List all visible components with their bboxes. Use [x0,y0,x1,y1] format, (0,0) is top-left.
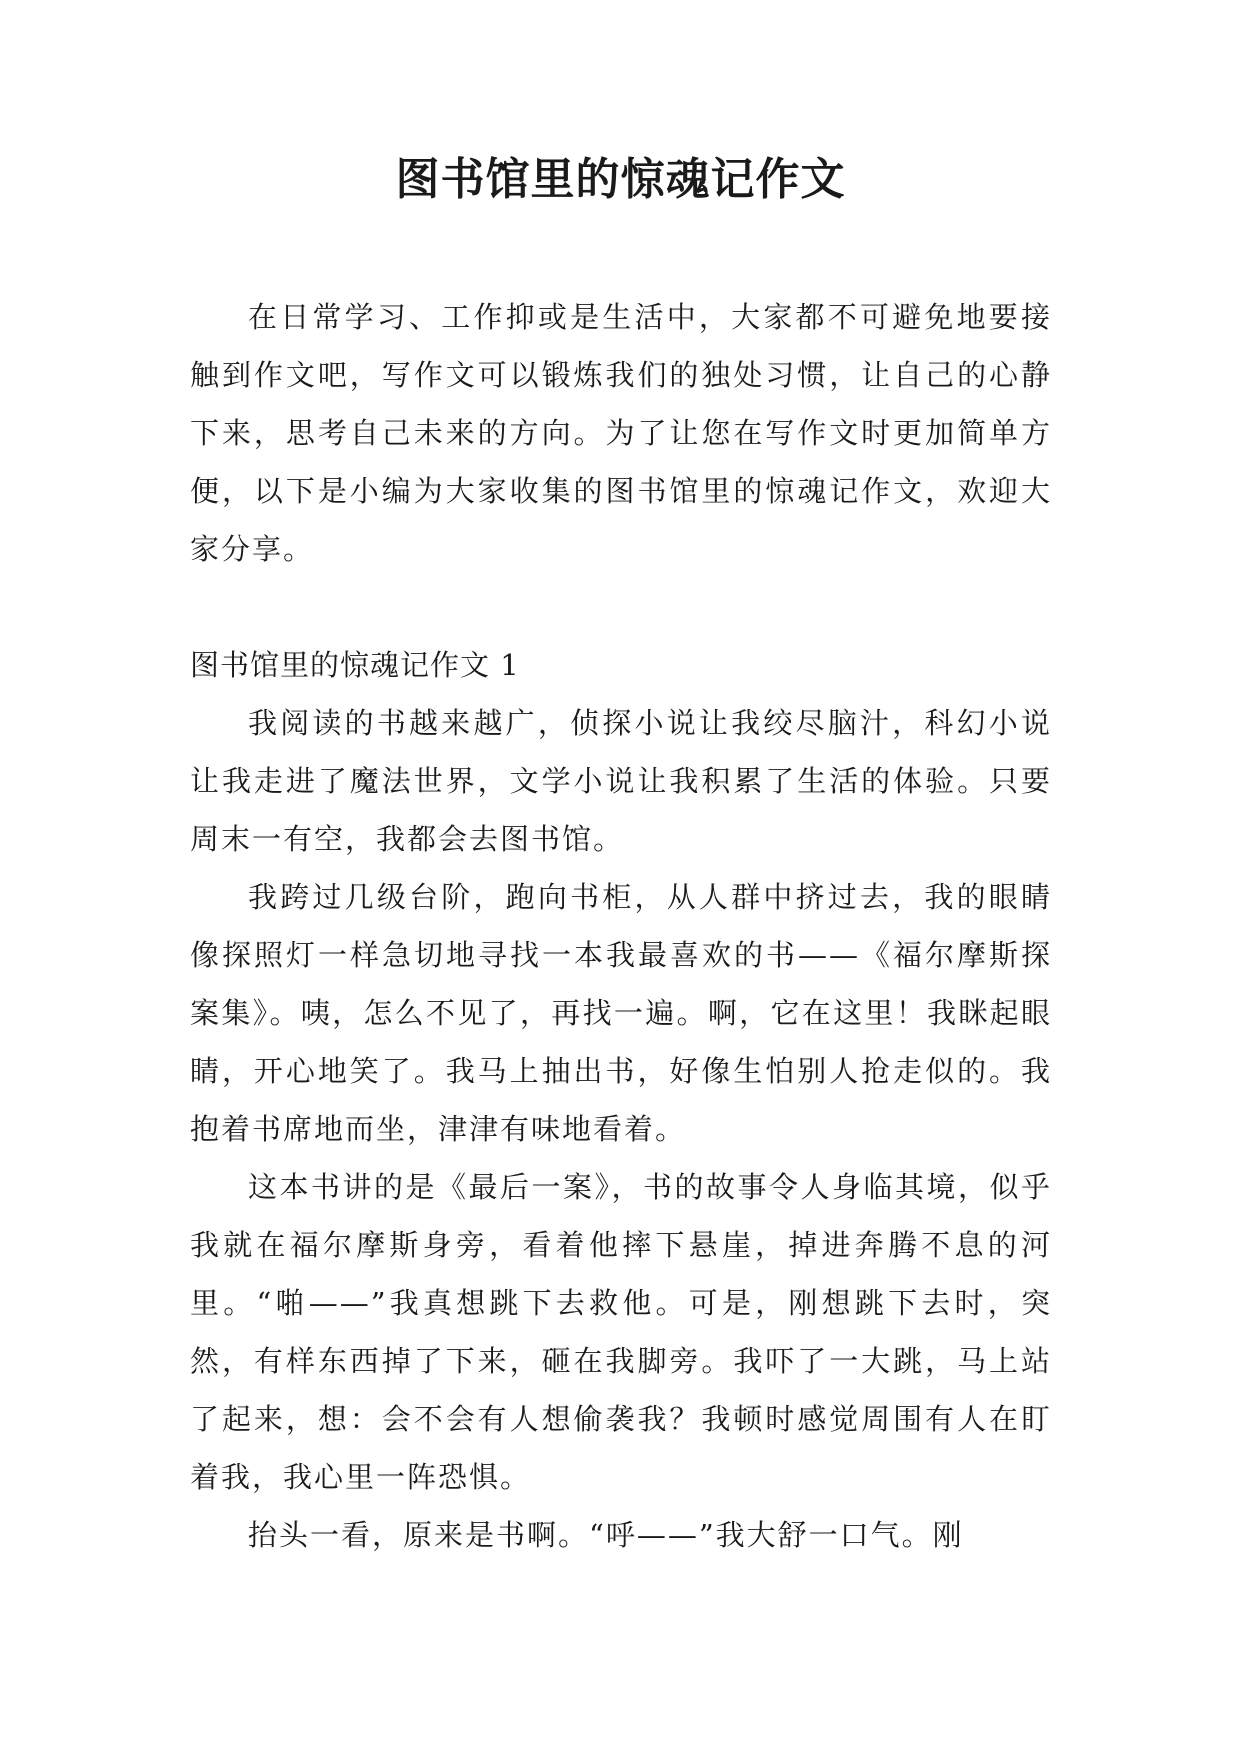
body-paragraph-4: 抬头一看，原来是书啊。“呼——”我大舒一口气。刚 [248,1518,964,1552]
intro-paragraph: 在日常学习、工作抑或是生活中，大家都不可避免地要接触到作文吧，写作文可以锻炼我们的独处习惯，让自己的心静下来，思考自己未来的方向。为了让您在写作文时更加简单方便，以下是小编为大家收集的图书馆里的惊魂记作文，欢迎大家分享。 [190,300,1052,566]
document-body [190,288,1052,1564]
section-title: 图书馆里的惊魂记作文 1 [190,648,520,682]
body-paragraph-3: 这本书讲的是《最后一案》，书的故事令人身临其境，似乎我就在福尔摩斯身旁，看着他摔下悬崖，掉进奔腾不息的河里。“啪——”我真想跳下去救他。可是，刚想跳下去时，突然，有样东西掉了下来，砸在我脚旁。我吓了一大跳，马上站了起来，想：会不会有人想偷袭我？我顿时感觉周围有人在盯着我，我心里一阵恐惧。 [190,1170,1052,1494]
body-paragraph-2: 我跨过几级台阶，跑向书柜，从人群中挤过去，我的眼睛像探照灯一样急切地寻找一本我最喜欢的书——《福尔摩斯探案集》。咦，怎么不见了，再找一遍。啊，它在这里！我眯起眼睛，开心地笑了。我马上抽出书，好像生怕别人抢走似的。我抱着书席地而坐，津津有味地看着。 [190,880,1052,1146]
document-title: 图书馆里的惊魂记作文 [395,154,846,205]
body-paragraph-1: 我阅读的书越来越广，侦探小说让我绞尽脑汁，科幻小说让我走进了魔法世界，文学小说让我积累了生活的体验。只要周末一有空，我都会去图书馆。 [190,706,1052,856]
